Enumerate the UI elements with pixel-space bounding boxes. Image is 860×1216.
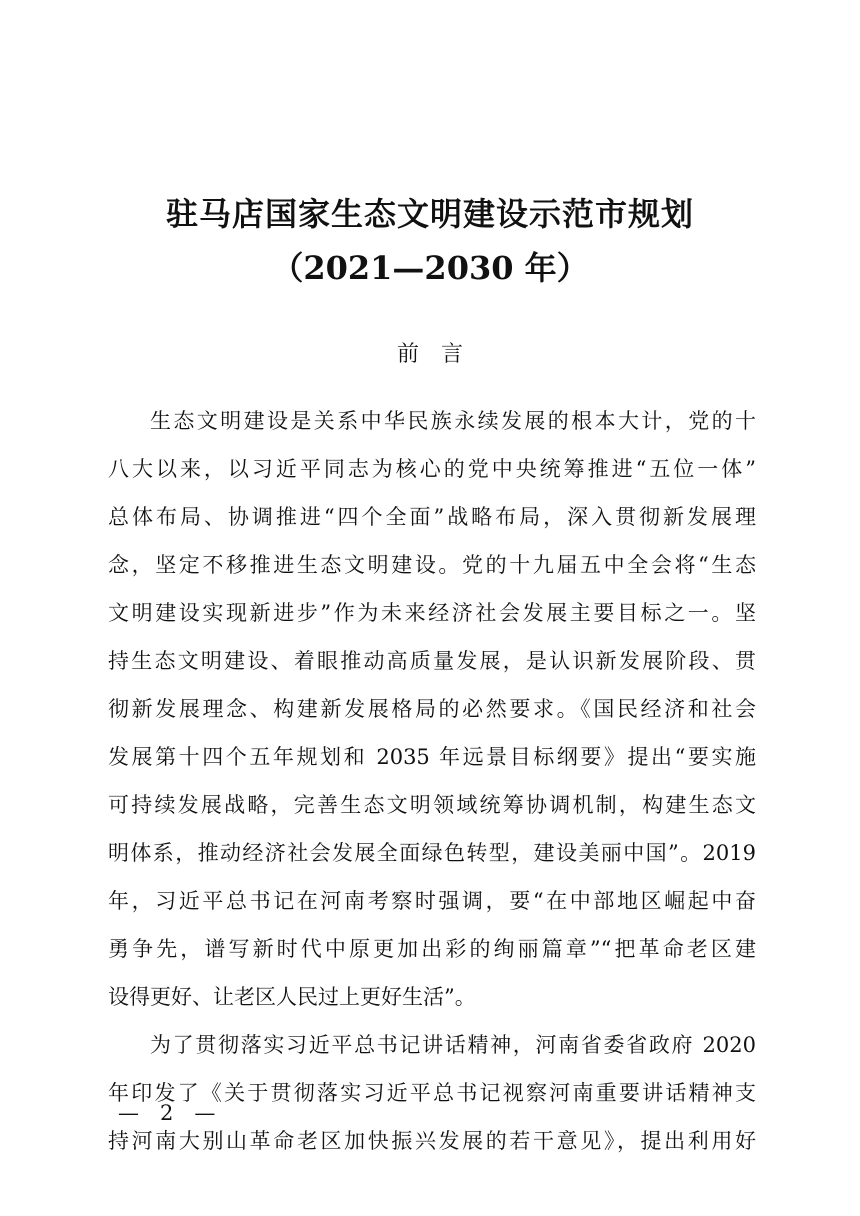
text-line: 总体布局、协调推进“四个全面”战略布局，深入贯彻新发展理 (108, 505, 756, 529)
text-line: 勇争先，谱写新时代中原更加出彩的绚丽篇章”“把革命老区建 (108, 937, 756, 961)
text-line: 年印发了《关于贯彻落实习近平总书记视察河南重要讲话精神支 (108, 1081, 756, 1105)
page-number: — 2 — (118, 1101, 216, 1125)
text-line: 生态文明建设是关系中华民族永续发展的根本大计，党的十 (150, 409, 756, 433)
document-title: 驻马店国家生态文明建设示范市规划 (165, 195, 694, 233)
paragraph (108, 1021, 756, 1165)
body-text (108, 397, 756, 1165)
text-line: 明体系，推动经济社会发展全面绿色转型，建设美丽中国”。2019 (108, 841, 756, 865)
text-line: 持生态文明建设、着眼推动高质量发展，是认识新发展阶段、贯 (108, 649, 756, 673)
section-heading-preface: 前 言 (396, 342, 463, 367)
text-line: 持河南大别山革命老区加快振兴发展的若干意见》，提出利用好 (108, 1129, 756, 1153)
text-line: 年，习近平总书记在河南考察时强调，要“在中部地区崛起中奋 (108, 889, 756, 913)
text-line: 发展第十四个五年规划和 2035 年远景目标纲要》提出“要实施 (108, 745, 756, 769)
text-line: 念，坚定不移推进生态文明建设。党的十九届五中全会将“生态 (108, 553, 756, 577)
text-line: 为了贯彻落实习近平总书记讲话精神，河南省委省政府 2020 (150, 1033, 756, 1057)
text-line: 文明建设实现新进步”作为未来经济社会发展主要目标之一。坚 (108, 601, 756, 625)
paragraph (108, 397, 756, 1021)
text-line: 彻新发展理念、构建新发展格局的必然要求。《国民经济和社会 (108, 697, 756, 721)
text-line: 设得更好、让老区人民过上更好生活”。 (108, 985, 476, 1009)
text-line: 可持续发展战略，完善生态文明领域统筹协调机制，构建生态文 (108, 793, 756, 817)
text-line: 八大以来，以习近平同志为核心的党中央统筹推进“五位一体” (108, 457, 756, 481)
document-subtitle-years: （2021—2030 年） (271, 249, 589, 287)
